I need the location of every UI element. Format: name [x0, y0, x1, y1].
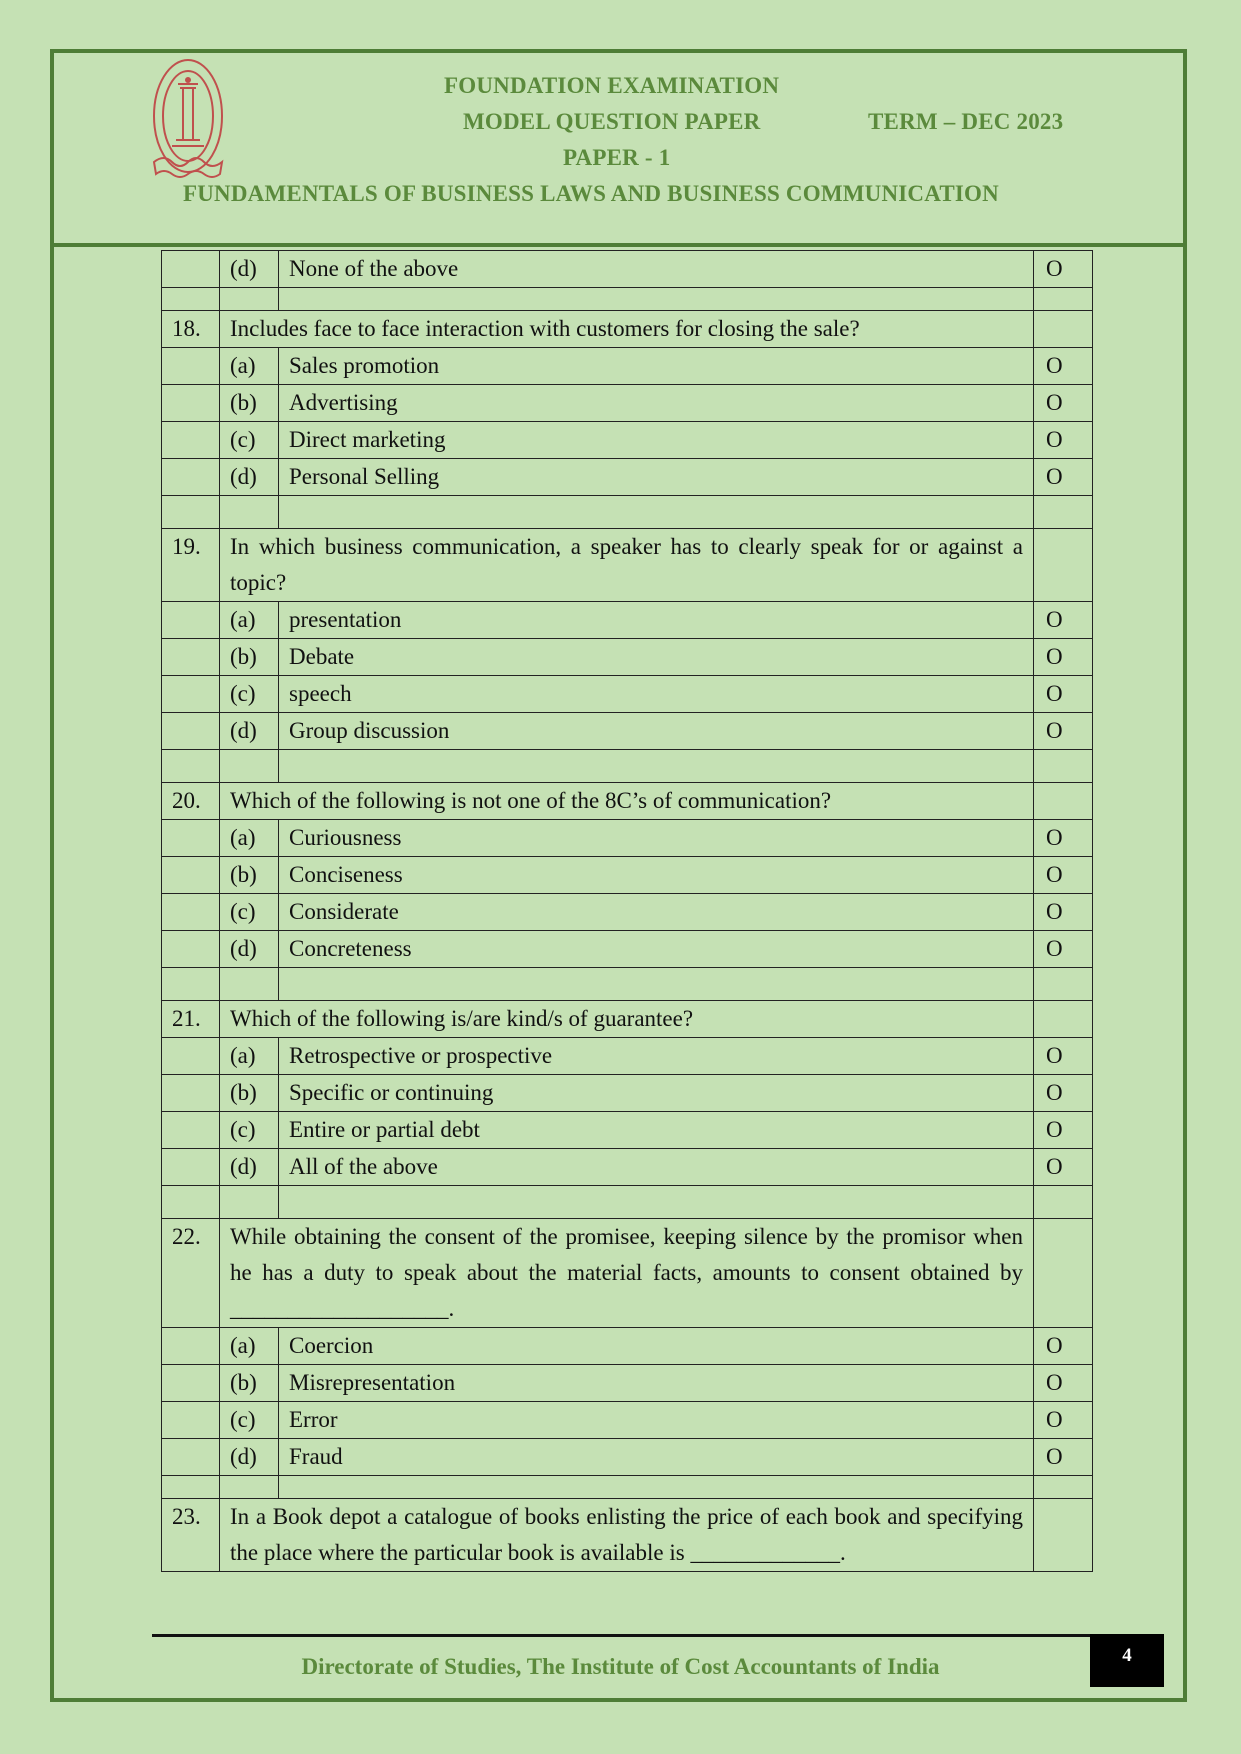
- option-text: Direct marketing: [279, 422, 1034, 459]
- option-text: Curiousness: [279, 820, 1034, 857]
- option-label: (c): [220, 894, 279, 931]
- question-text: Which of the following is/are kind/s of guarantee?: [220, 1001, 1034, 1038]
- subject-title: FUNDAMENTALS OF BUSINESS LAWS AND BUSINESS COMMUNICATION: [183, 181, 999, 206]
- empty-cell: [162, 1186, 220, 1219]
- answer-mark: O: [1034, 422, 1093, 459]
- option-label: (a): [220, 1038, 279, 1075]
- option-row: [162, 820, 1093, 857]
- footer-divider: [152, 1634, 1090, 1637]
- option-text: Concreteness: [279, 931, 1034, 968]
- empty-cell: [279, 968, 1034, 1001]
- empty-cell: [162, 968, 220, 1001]
- empty-cell: [279, 750, 1034, 783]
- spacer-row: [162, 1186, 1093, 1219]
- empty-cell: [162, 1476, 220, 1499]
- option-row: [162, 1038, 1093, 1075]
- option-text: Error: [279, 1402, 1034, 1439]
- question-table: [161, 250, 1093, 1572]
- empty-cell: [279, 496, 1034, 529]
- answer-mark: O: [1034, 251, 1093, 288]
- empty-cell: [162, 931, 220, 968]
- empty-cell: [162, 713, 220, 750]
- answer-mark: O: [1034, 857, 1093, 894]
- option-label: (c): [220, 1402, 279, 1439]
- option-row: [162, 1112, 1093, 1149]
- empty-cell: [162, 1075, 220, 1112]
- question-text: Which of the following is not one of the 8C’s of communication?: [220, 783, 1034, 820]
- question-number: 19.: [162, 529, 220, 602]
- option-text: Specific or continuing: [279, 1075, 1034, 1112]
- empty-cell: [162, 251, 220, 288]
- answer-mark: O: [1034, 713, 1093, 750]
- empty-cell: [279, 288, 1034, 311]
- option-text: Retrospective or prospective: [279, 1038, 1034, 1075]
- option-row: [162, 1075, 1093, 1112]
- empty-cell: [162, 894, 220, 931]
- option-row: [162, 348, 1093, 385]
- answer-mark: O: [1034, 1149, 1093, 1186]
- option-row: [162, 422, 1093, 459]
- answer-mark: O: [1034, 459, 1093, 496]
- empty-cell: [1034, 529, 1093, 602]
- spacer-row: [162, 750, 1093, 783]
- empty-cell: [1034, 783, 1093, 820]
- empty-cell: [162, 1328, 220, 1365]
- question-number: 20.: [162, 783, 220, 820]
- question-text: Includes face to face interaction with customers for closing the sale?: [220, 311, 1034, 348]
- option-label: (d): [220, 713, 279, 750]
- option-label: (c): [220, 422, 279, 459]
- option-label: (a): [220, 602, 279, 639]
- option-row: [162, 1149, 1093, 1186]
- option-text: Misrepresentation: [279, 1365, 1034, 1402]
- option-label: (d): [220, 251, 279, 288]
- option-text: Entire or partial debt: [279, 1112, 1034, 1149]
- paper-number: PAPER - 1: [563, 145, 671, 170]
- answer-mark: O: [1034, 820, 1093, 857]
- empty-cell: [162, 422, 220, 459]
- option-row: [162, 1365, 1093, 1402]
- empty-cell: [162, 1112, 220, 1149]
- answer-mark: O: [1034, 385, 1093, 422]
- option-row: [162, 1439, 1093, 1476]
- option-label: (b): [220, 1075, 279, 1112]
- empty-cell: [1034, 288, 1093, 311]
- empty-cell: [1034, 1499, 1093, 1572]
- footer-text: Directorate of Studies, The Institute of Cost Accountants of India: [301, 1654, 940, 1679]
- answer-mark: O: [1034, 1365, 1093, 1402]
- option-row: [162, 676, 1093, 713]
- option-label: (b): [220, 857, 279, 894]
- option-label: (d): [220, 1439, 279, 1476]
- answer-mark: O: [1034, 676, 1093, 713]
- question-row: [162, 1219, 1093, 1328]
- term-label: TERM – DEC 2023: [868, 109, 1064, 134]
- option-row: [162, 639, 1093, 676]
- empty-cell: [162, 676, 220, 713]
- answer-mark: O: [1034, 1038, 1093, 1075]
- question-number: 18.: [162, 311, 220, 348]
- option-text: Considerate: [279, 894, 1034, 931]
- answer-mark: O: [1034, 894, 1093, 931]
- empty-cell: [162, 385, 220, 422]
- paper-type: MODEL QUESTION PAPER: [463, 109, 761, 134]
- option-text: Coercion: [279, 1328, 1034, 1365]
- option-label: (c): [220, 676, 279, 713]
- option-row: [162, 857, 1093, 894]
- empty-cell: [1034, 1476, 1093, 1499]
- option-text: Conciseness: [279, 857, 1034, 894]
- option-text: Personal Selling: [279, 459, 1034, 496]
- empty-cell: [162, 857, 220, 894]
- page-number: 4: [1090, 1634, 1164, 1687]
- option-label: (b): [220, 385, 279, 422]
- question-row: [162, 311, 1093, 348]
- empty-cell: [162, 288, 220, 311]
- option-text: Fraud: [279, 1439, 1034, 1476]
- empty-cell: [1034, 1186, 1093, 1219]
- empty-cell: [162, 459, 220, 496]
- empty-cell: [279, 1186, 1034, 1219]
- question-row: [162, 1001, 1093, 1038]
- spacer-row: [162, 1476, 1093, 1499]
- option-row: [162, 385, 1093, 422]
- empty-cell: [220, 1476, 279, 1499]
- option-label: (a): [220, 348, 279, 385]
- option-label: (c): [220, 1112, 279, 1149]
- empty-cell: [220, 496, 279, 529]
- empty-cell: [1034, 750, 1093, 783]
- empty-cell: [162, 820, 220, 857]
- exam-title: FOUNDATION EXAMINATION: [444, 73, 780, 98]
- empty-cell: [162, 639, 220, 676]
- empty-cell: [162, 1149, 220, 1186]
- option-row: [162, 602, 1093, 639]
- empty-cell: [162, 1365, 220, 1402]
- question-row: [162, 529, 1093, 602]
- option-text: Debate: [279, 639, 1034, 676]
- empty-cell: [1034, 1219, 1093, 1328]
- option-label: (b): [220, 639, 279, 676]
- question-row: [162, 783, 1093, 820]
- empty-cell: [1034, 1001, 1093, 1038]
- answer-mark: O: [1034, 1328, 1093, 1365]
- empty-cell: [220, 750, 279, 783]
- option-text: All of the above: [279, 1149, 1034, 1186]
- answer-mark: O: [1034, 348, 1093, 385]
- question-number: 21.: [162, 1001, 220, 1038]
- empty-cell: [162, 602, 220, 639]
- option-label: (d): [220, 1149, 279, 1186]
- empty-cell: [1034, 311, 1093, 348]
- option-label: (b): [220, 1365, 279, 1402]
- empty-cell: [162, 1439, 220, 1476]
- option-text: None of the above: [279, 251, 1034, 288]
- empty-cell: [1034, 968, 1093, 1001]
- option-text: Group discussion: [279, 713, 1034, 750]
- empty-cell: [162, 750, 220, 783]
- empty-cell: [220, 1186, 279, 1219]
- empty-cell: [162, 1038, 220, 1075]
- option-label: (a): [220, 1328, 279, 1365]
- question-text: While obtaining the consent of the promisee, keeping silence by the promisor when he has a duty to speak about the material facts, amounts to consent obtained by ___________________.: [220, 1219, 1034, 1328]
- empty-cell: [279, 1476, 1034, 1499]
- spacer-row: [162, 496, 1093, 529]
- option-row: [162, 459, 1093, 496]
- question-row: [162, 1499, 1093, 1572]
- option-row: [162, 1328, 1093, 1365]
- empty-cell: [220, 288, 279, 311]
- option-text: Sales promotion: [279, 348, 1034, 385]
- answer-mark: O: [1034, 639, 1093, 676]
- answer-mark: O: [1034, 1075, 1093, 1112]
- empty-cell: [162, 348, 220, 385]
- option-row: [162, 1402, 1093, 1439]
- option-text: presentation: [279, 602, 1034, 639]
- spacer-row: [162, 288, 1093, 311]
- empty-cell: [162, 1402, 220, 1439]
- option-text: Advertising: [279, 385, 1034, 422]
- institute-seal-logo: [150, 58, 226, 184]
- empty-cell: [1034, 496, 1093, 529]
- option-label: (a): [220, 820, 279, 857]
- option-row: [162, 251, 1093, 288]
- answer-mark: O: [1034, 602, 1093, 639]
- option-text: speech: [279, 676, 1034, 713]
- question-text: In which business communication, a speaker has to clearly speak for or against a topic?: [220, 529, 1034, 602]
- option-row: [162, 894, 1093, 931]
- answer-mark: O: [1034, 1112, 1093, 1149]
- question-number: 23.: [162, 1499, 220, 1572]
- option-label: (d): [220, 459, 279, 496]
- option-label: (d): [220, 931, 279, 968]
- empty-cell: [220, 968, 279, 1001]
- question-text: In a Book depot a catalogue of books enlisting the price of each book and specifying the place where the particular book is available is _____________.: [220, 1499, 1034, 1572]
- option-row: [162, 713, 1093, 750]
- answer-mark: O: [1034, 1439, 1093, 1476]
- empty-cell: [162, 496, 220, 529]
- spacer-row: [162, 968, 1093, 1001]
- answer-mark: O: [1034, 931, 1093, 968]
- option-row: [162, 931, 1093, 968]
- answer-mark: O: [1034, 1402, 1093, 1439]
- question-number: 22.: [162, 1219, 220, 1328]
